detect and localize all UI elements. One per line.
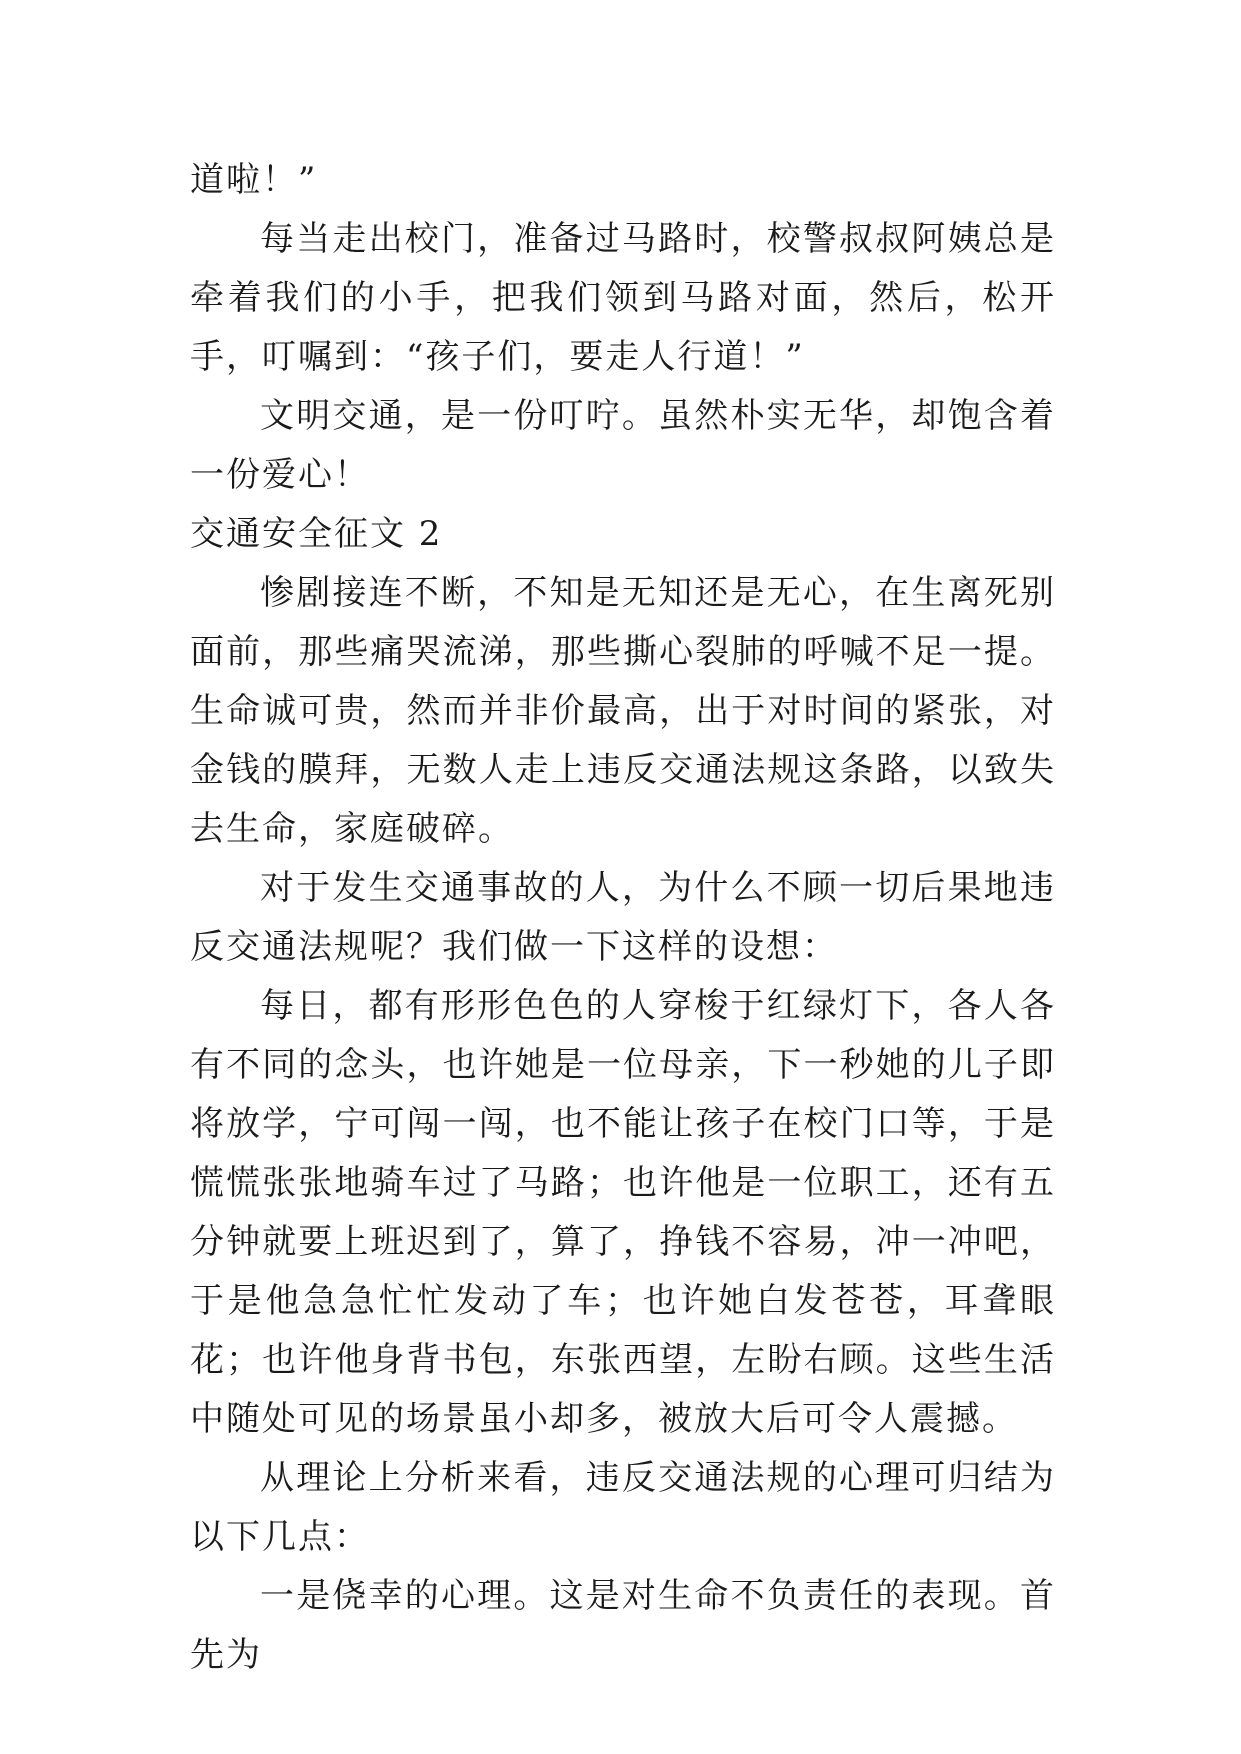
paragraph-daily-scenes: 每日，都有形形色色的人穿梭于红绿灯下，各人各有不同的念头，也许她是一位母亲，下一秒她的儿子即将放学，宁可闯一闯，也不能让孩子在校门口等，于是慌慌张张地骑车过了马路；也许他是一位职工，还有五分钟就要上班迟到了，算了，挣钱不容易，冲一冲吧，于是他急急忙忙发动了车；也许她白发苍苍，耳聋眼花；也许他身背书包，东张西望，左盼右顾。这些生活中随处可见的场景虽小却多，被放大后可令人震撼。 (190, 986, 1056, 1439)
paragraph-continuation: 道啦！” (190, 160, 318, 200)
paragraph-school-gate: 每当走出校门，准备过马路时，校警叔叔阿姨总是牵着我们的小手，把我们领到马路对面，然后，松开手，叮嘱到：“孩子们，要走人行道！” (190, 219, 1056, 377)
paragraph-tragedy: 惨剧接连不断，不知是无知还是无心，在生离死别面前，那些痛哭流涕，那些撕心裂肺的呼喊不足一提。生命诚可贵，然而并非价最高，出于对时间的紧张，对金钱的膜拜，无数人走上违反交通法规这条路，以致失去生命，家庭破碎。 (190, 573, 1056, 849)
document-body (190, 151, 1056, 1685)
section-title: 交通安全征文 2 (190, 514, 443, 554)
paragraph-civilized-traffic: 文明交通，是一份叮咛。虽然朴实无华，却饱含着一份爱心！ (190, 396, 1056, 495)
paragraph-question: 对于发生交通事故的人，为什么不顾一切后果地违反交通法规呢？我们做一下这样的设想： (190, 868, 1056, 967)
paragraph-theory: 从理论上分析来看，违反交通法规的心理可归结为以下几点： (190, 1458, 1056, 1557)
paragraph-luck-mentality: 一是侥幸的心理。这是对生命不负责任的表现。首先为 (190, 1576, 1056, 1675)
